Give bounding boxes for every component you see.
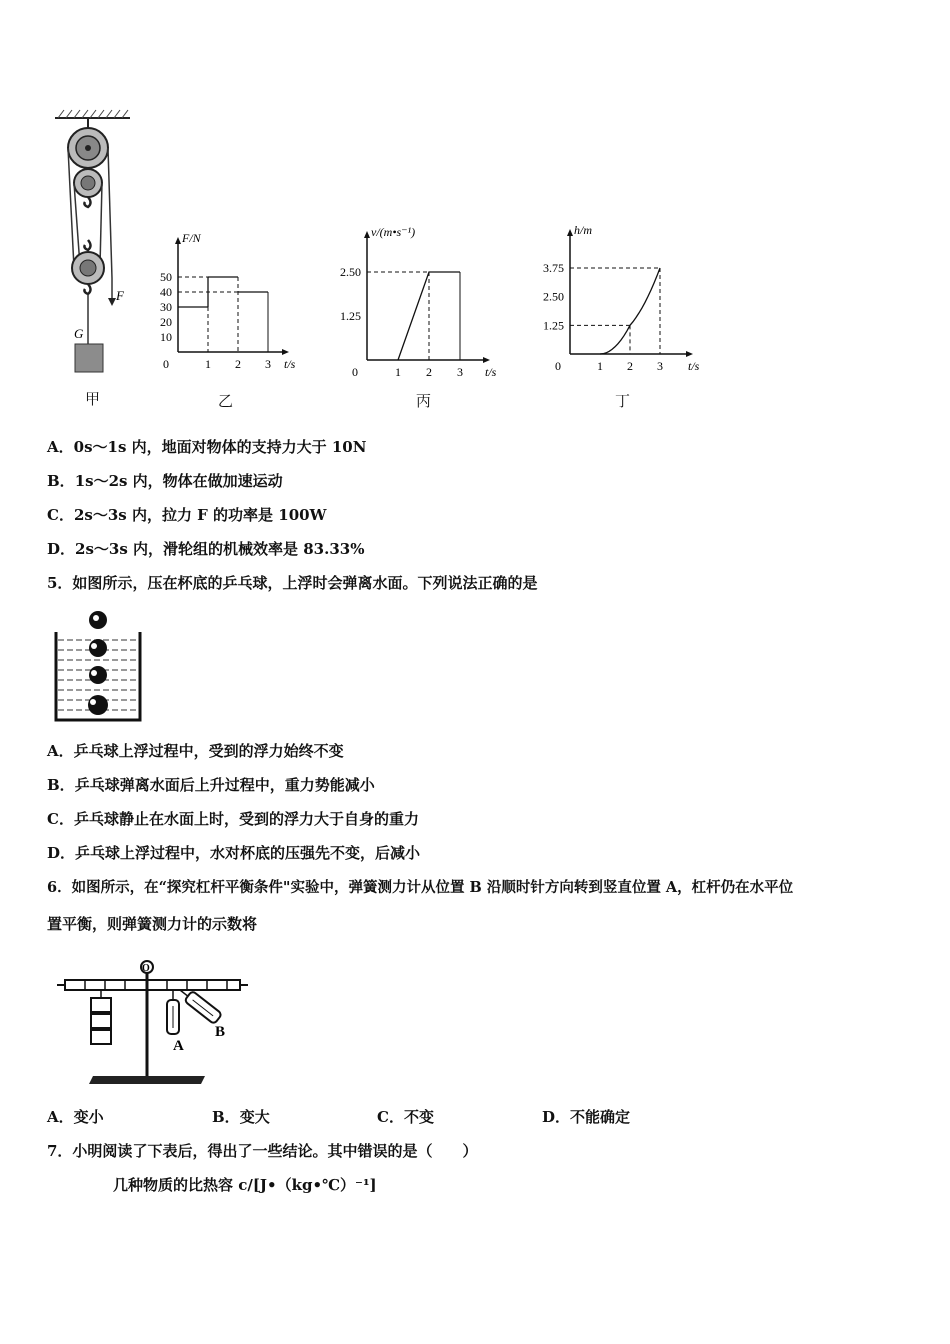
position-A-label: A [173, 1038, 184, 1054]
q5-option-a: A．乒乓球上浮过程中，受到的浮力始终不变 [47, 742, 344, 760]
force-F-label: F [116, 288, 124, 303]
pivot-O-label: O [142, 963, 150, 974]
ding-y-tick-2.50: 2.50 [543, 289, 564, 304]
q4-option-a: A．0s～1s 内，地面对物体的支持力大于 10N [47, 438, 367, 456]
yi-y-tick-30: 30 [160, 300, 172, 314]
yi-y-label: F/N [182, 231, 201, 245]
bing-x-tick-2: 2 [426, 365, 432, 379]
q6-stem-line2: 置平衡，则弹簧测力计的示数将 [47, 915, 258, 933]
bing-x-tick-1: 1 [395, 365, 401, 379]
yi-y-tick-20: 20 [160, 315, 172, 329]
yi-x-tick-3: 3 [265, 357, 271, 371]
q5-option-d: D．乒乓球上浮过程中，水对杯底的压强先不变，后减小 [47, 844, 421, 862]
q4-option-b: B．1s～2s 内，物体在做加速运动 [47, 472, 283, 490]
bing-x-label: t/s [485, 365, 497, 379]
ding-y-tick-3.75: 3.75 [543, 261, 564, 275]
bing-y-arrow [364, 231, 370, 238]
q5-stem: 5．如图所示，压在杯底的乒乓球，上浮时会弹离水面。下列说法正确的是 [47, 574, 538, 592]
weight-G-label: G [74, 326, 84, 341]
yi-y-tick-40: 40 [160, 285, 172, 299]
bing-y-label: v/(m•s⁻¹) [371, 225, 416, 239]
yi-x-tick-1: 1 [205, 357, 211, 371]
position-B-label: B [215, 1024, 226, 1040]
height-time-chart [528, 223, 703, 386]
q6-option-d: D．不能确定 [542, 1108, 631, 1126]
ding-x-label: t/s [688, 359, 700, 373]
bing-x-arrow [483, 357, 490, 363]
bing-y-tick-1.25: 1.25 [340, 309, 361, 323]
yi-x-label: t/s [284, 357, 296, 371]
yi-x-tick-0: 0 [163, 357, 169, 371]
q5-option-c: C．乒乓球静止在水面上时，受到的浮力大于自身的重力 [47, 810, 419, 828]
ding-x-arrow [686, 351, 693, 357]
bing-y-tick-2.50: 2.50 [340, 265, 361, 279]
q6-option-b: B．变大 [212, 1108, 270, 1126]
caption-yi: 乙 [218, 392, 234, 410]
ding-y-arrow [567, 229, 573, 236]
ding-x-tick-3: 3 [657, 359, 663, 373]
force-time-chart [150, 230, 300, 385]
q6-stem-line1: 6．如图所示，在“探究杠杆平衡条件"实验中，弹簧测力计从位置 B 沿顺时针方向转到竖直位置 A，杠杆仍在水平位 [47, 879, 794, 896]
q6-options [47, 1106, 630, 1127]
caption-ding: 丁 [615, 392, 631, 410]
ding-x-tick-1: 1 [597, 359, 603, 373]
q4-option-c: C．2s～3s 内，拉力 F 的功率是 100W [47, 506, 327, 524]
q4-option-d: D．2s～3s 内，滑轮组的机械效率是 83.33% [47, 540, 365, 558]
q7-stem: 7．小明阅读了下表后，得出了一些结论。其中错误的是（ ） [47, 1142, 478, 1160]
q5-option-b: B．乒乓球弹离水面后上升过程中，重力势能减小 [47, 776, 375, 794]
ding-y-label: h/m [574, 223, 592, 237]
yi-y-tick-10: 10 [160, 330, 172, 344]
lever-figure [55, 958, 255, 1093]
yi-y-arrow [175, 237, 181, 244]
yi-y-tick-50: 50 [160, 270, 172, 284]
ding-y-tick-1.25: 1.25 [543, 318, 564, 333]
caption-jia: 甲 [85, 390, 101, 408]
pulley-figure [50, 108, 140, 408]
bing-x-tick-3: 3 [457, 365, 463, 379]
cup-pingpong-figure [50, 610, 145, 725]
velocity-time-chart [325, 226, 495, 386]
caption-bing: 丙 [416, 392, 432, 410]
bing-x-tick-0: 0 [352, 365, 358, 379]
yi-x-tick-2: 2 [235, 357, 241, 371]
q6-option-c: C．不变 [377, 1108, 434, 1126]
ding-x-tick-0: 0 [555, 359, 561, 373]
q7-table-title: 几种物质的比热容 c/[J•（kg•℃）⁻¹] [113, 1176, 377, 1194]
yi-x-arrow [282, 349, 289, 355]
ding-x-tick-2: 2 [627, 359, 633, 373]
q6-option-a: A．变小 [47, 1108, 104, 1126]
